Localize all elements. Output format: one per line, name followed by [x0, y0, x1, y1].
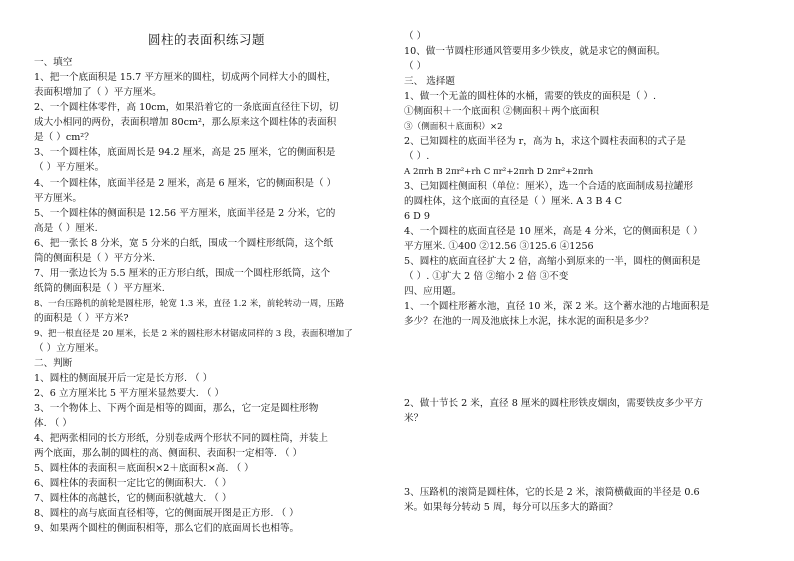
- question-line: 2、做十节长 2 米，直径 8 厘米的圆柱形铁皮烟囱，需要铁皮多少平方: [404, 398, 704, 409]
- question-line: 是（ ）cm²？: [34, 132, 94, 143]
- question-line: 6、圆柱体的表面积一定比它的侧面积大. （ ）: [34, 478, 232, 489]
- question-line: （ ）立方厘米。: [34, 343, 105, 354]
- question-line: 2、6 立方厘米比 5 平方厘米显然要大. （ ）: [34, 388, 225, 399]
- question-line: 纸筒的侧面积是（ ）平方厘米.: [34, 283, 165, 294]
- question-line: 成大小相同的两份，表面积增加 80cm²，那么原来这个圆柱体的表面积: [34, 117, 337, 128]
- question-line: 2、一个圆柱体零件，高 10cm，如果沿着它的一条底面直径往下切，切: [34, 102, 339, 113]
- option-line: ①侧面积＋一个底面积 ②侧面积＋两个底面积: [404, 106, 599, 117]
- question-line: 3、压路机的滚筒是圆柱体，它的长是 2 米，滚筒横截面的半径是 0.6: [404, 487, 700, 498]
- question-line: 1、圆柱的侧面展开后一定是长方形. （ ）: [34, 373, 213, 384]
- question-line: 3、一个圆柱体，底面周长是 94.2 厘米，高是 25 厘米，它的侧面积是: [34, 147, 336, 158]
- question-line: 表面积增加了（ ）平方厘米。: [34, 87, 162, 98]
- question-line: （ ）: [404, 31, 427, 42]
- question-line: 体. （ ）: [34, 418, 72, 429]
- question-line: 3、一个物体上、下两个面是相等的圆面，那么，它一定是圆柱形物: [34, 403, 319, 414]
- section-heading-judge: 二、判断: [34, 358, 73, 369]
- question-line: 8、一台压路机的前轮是圆柱形，轮宽 1.3 米，直径 1.2 米，前轮转动一周，压路: [34, 299, 345, 309]
- question-line: 的圆柱体，这个底面的直径是（ ）厘米. A 3 B 4 C: [404, 196, 622, 207]
- question-line: 米。如果每分转动 5 周，每分可以压多大的路面？: [404, 502, 618, 513]
- question-line: 9、把一根直径是 20 厘米，长是 2 米的圆柱形木材锯成同样的 3 段，表面积增加了: [34, 329, 353, 339]
- question-line: 8、圆柱的高与底面直径相等，它的侧面展开图是正方形. （ ）: [34, 508, 299, 519]
- option-line: （ ）. ①扩大 2 倍 ②缩小 2 倍 ③不变: [404, 271, 569, 282]
- question-line: 多少？在池的一周及池底抹上水泥，抹水泥的面积是多少？: [404, 316, 654, 327]
- section-heading-choice: 三、 选择题: [404, 76, 456, 87]
- question-line: 7、用一张边长为 5.5 厘米的正方形白纸，围成一个圆柱形纸筒，这个: [34, 268, 331, 279]
- question-line: 米？: [404, 413, 424, 424]
- question-line: 5、圆柱体的表面积＝底面积×2＋底面积×高. （ ）: [34, 463, 254, 474]
- question-line: 3、已知圆柱侧面积（单位：厘米），选一个合适的底面制成易拉罐形: [404, 181, 694, 192]
- question-line: 的面积是（ ）平方米?: [34, 313, 129, 324]
- question-line: 高是（ ）厘米.: [34, 223, 98, 234]
- section-heading-application: 四、应用题。: [404, 286, 462, 297]
- question-line: 平方厘米。: [34, 193, 82, 204]
- question-line: 5、一个圆柱体的侧面积是 12.56 平方厘米，底面半径是 2 分米，它的: [34, 208, 336, 219]
- question-line: （ ）: [404, 61, 427, 72]
- question-line: 4、一个圆柱体，底面半径是 2 厘米，高是 6 厘米，它的侧面积是（ ）: [34, 178, 337, 189]
- question-line: 9、如果两个圆柱的侧面积相等，那么它们的底面周长也相等。: [34, 523, 300, 534]
- section-heading-fill-blank: 一、填空: [34, 57, 73, 68]
- question-line: 4、一个圆柱的底面直径是 10 厘米，高是 4 分米，它的侧面积是（ ）: [404, 226, 703, 237]
- question-line: 7、圆柱体的高越长，它的侧面积就越大. （ ）: [34, 493, 232, 504]
- question-line: 1、把一个底面积是 15.7 平方厘米的圆柱，切成两个同样大小的圆柱，: [34, 72, 337, 83]
- question-line: 1、一个圆柱形蓄水池，直径 10 米，深 2 米。这个蓄水池的占地面积是: [404, 301, 710, 312]
- option-line: 6 D 9: [404, 211, 430, 222]
- question-line: （ ）平方厘米。: [34, 162, 105, 173]
- option-line: 平方厘米. ①400 ②12.56 ③125.6 ④1256: [404, 241, 594, 252]
- question-line: 10、做一节圆柱形通风管要用多少铁皮，就是求它的侧面积。: [404, 46, 666, 57]
- question-line: 2、已知圆柱的底面半径为 r，高为 h，求这个圆柱表面积的式子是: [404, 136, 686, 147]
- question-line: 筒的侧面积是（ ）平方分米.: [34, 253, 156, 264]
- question-line: （ ）.: [404, 151, 430, 162]
- option-line: A 2πrh B 2πr²+rh C πr²+2πrh D 2πr²+2πrh: [404, 167, 594, 177]
- option-line: ③（侧面积＋底面积）×2: [404, 122, 503, 132]
- question-line: 5、圆柱的底面直径扩大 2 倍，高缩小到原来的一半，圆柱的侧面积是: [404, 256, 701, 267]
- question-line: 1、做一个无盖的圆柱体的水桶，需要的铁皮的面积是（ ）.: [404, 91, 657, 102]
- question-line: 6、把一张长 8 分米，宽 5 分米的白纸，围成一个圆柱形纸筒，这个纸: [34, 238, 334, 249]
- question-line: 两个底面，那么制的圆柱的高、侧面积、表面积一定相等. （ ）: [34, 448, 303, 459]
- page-title: 圆柱的表面积练习题: [148, 32, 266, 47]
- question-line: 4、把两张相同的长方形纸，分别卷成两个形状不同的圆柱筒，并装上: [34, 433, 328, 444]
